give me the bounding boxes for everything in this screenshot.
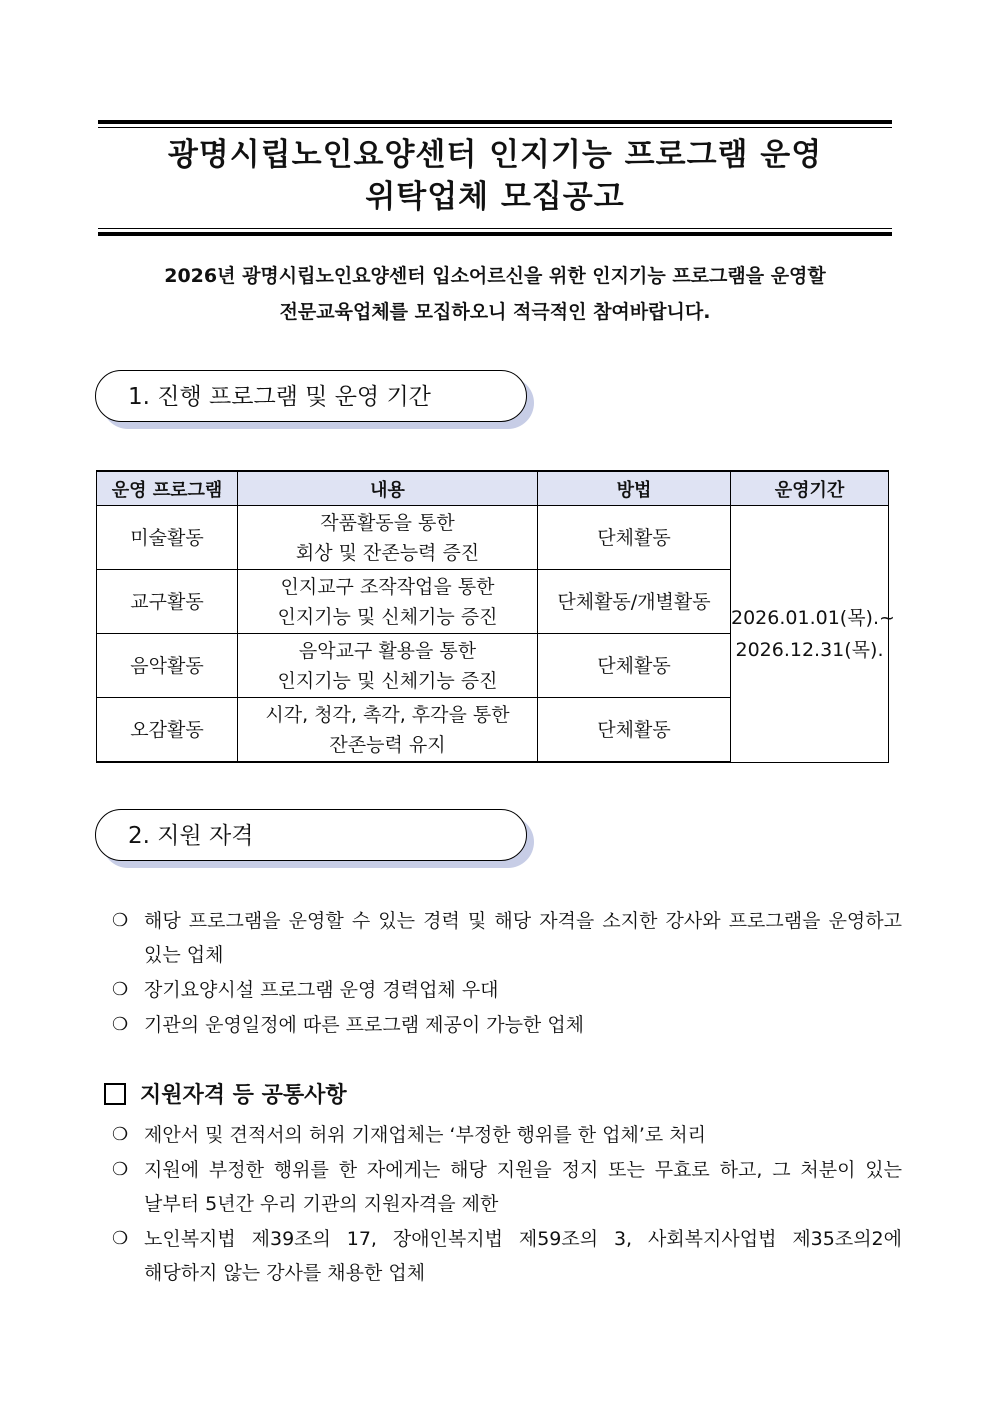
content-line: 음악교구 활용을 통한 <box>298 639 477 662</box>
cell-method: 단체활동 <box>538 634 731 698</box>
program-table <box>96 470 895 763</box>
cell-content <box>238 634 538 698</box>
content-line: 잔존능력 유지 <box>329 733 446 756</box>
cell-method: 단체활동 <box>538 506 731 570</box>
intro-line-1: 2026년 광명시립노인요양센터 입소어르신을 위한 인지기능 프로그램을 운영할 <box>164 265 826 287</box>
list-item <box>112 1222 902 1290</box>
content-line: 회상 및 잔존능력 증진 <box>295 541 480 564</box>
list-item-text: 노인복지법 제39조의 17, 장애인복지법 제59조의 3, 사회복지사업법 제35조의2에 해당하지 않는 강사를 채용한 업체 <box>144 1228 902 1284</box>
cell-program: 음악활동 <box>97 634 238 698</box>
list-item-text: 해당 프로그램을 운영할 수 있는 경력 및 해당 자격을 소지한 강사와 프로그램을 운영하고 있는 업체 <box>144 910 902 966</box>
section-heading-qualification: 2. 지원 자격 <box>95 809 527 861</box>
cell-content <box>238 506 538 570</box>
page-title-line-2: 위탁업체 모집공고 <box>365 179 625 215</box>
header-program: 운영 프로그램 <box>97 471 238 506</box>
circle-bullet-icon: ❍ <box>112 1228 129 1249</box>
period-start: 2026.01.01(목).~ <box>731 606 895 629</box>
title-block <box>98 120 892 236</box>
circle-bullet-icon: ❍ <box>112 910 129 931</box>
table-header-row <box>97 471 889 506</box>
list-item <box>112 1153 902 1221</box>
circle-bullet-icon: ❍ <box>112 979 129 1000</box>
period-end: 2026.12.31(목). <box>735 638 884 661</box>
common-list <box>112 1118 902 1291</box>
cell-content <box>238 570 538 634</box>
cell-method: 단체활동/개별활동 <box>538 570 731 634</box>
circle-bullet-icon: ❍ <box>112 1124 129 1145</box>
list-item-text: 제안서 및 견적서의 허위 기재업체는 ‘부정한 행위를 한 업체’로 처리 <box>144 1124 706 1146</box>
table-row <box>97 506 889 570</box>
qualification-list <box>112 904 902 1043</box>
cell-content <box>238 698 538 763</box>
cell-method: 단체활동 <box>538 698 731 763</box>
header-period: 운영기간 <box>731 471 889 506</box>
circle-bullet-icon: ❍ <box>112 1159 129 1180</box>
list-item-text: 기관의 운영일정에 따른 프로그램 제공이 가능한 업체 <box>144 1014 585 1036</box>
list-item <box>112 904 902 972</box>
common-heading <box>104 1078 347 1109</box>
section-heading-schedule: 1. 진행 프로그램 및 운영 기간 <box>95 370 527 422</box>
cell-period <box>731 506 895 763</box>
list-item-text: 지원에 부정한 행위를 한 자에게는 해당 지원을 정지 또는 무효로 하고, 그 처분이 있는 날부터 5년간 우리 기관의 지원자격을 제한 <box>144 1159 902 1215</box>
cell-program: 미술활동 <box>97 506 238 570</box>
list-item-text: 장기요양시설 프로그램 운영 경력업체 우대 <box>144 979 499 1001</box>
content-line: 인지기능 및 신체기능 증진 <box>277 605 498 628</box>
header-method: 방법 <box>538 471 731 506</box>
list-item <box>112 1118 902 1152</box>
cell-program: 교구활동 <box>97 570 238 634</box>
intro-line-2: 전문교육업체를 모집하오니 적극적인 참여바랍니다. <box>279 301 711 323</box>
list-item <box>112 973 902 1007</box>
content-line: 인지교구 조작작업을 통한 <box>280 575 495 598</box>
header-content: 내용 <box>238 471 538 506</box>
content-line: 시각, 청각, 촉각, 후각을 통한 <box>265 703 510 726</box>
circle-bullet-icon: ❍ <box>112 1014 129 1035</box>
content-line: 인지기능 및 신체기능 증진 <box>277 669 498 692</box>
page-title-line-1: 광명시립노인요양센터 인지기능 프로그램 운영 <box>167 137 823 173</box>
list-item <box>112 1008 902 1042</box>
intro-text <box>98 258 892 330</box>
common-heading-text: 지원자격 등 공통사항 <box>140 1083 347 1108</box>
content-line: 작품활동을 통한 <box>320 511 455 534</box>
cell-program: 오감활동 <box>97 698 238 763</box>
square-bullet-icon <box>104 1083 126 1105</box>
